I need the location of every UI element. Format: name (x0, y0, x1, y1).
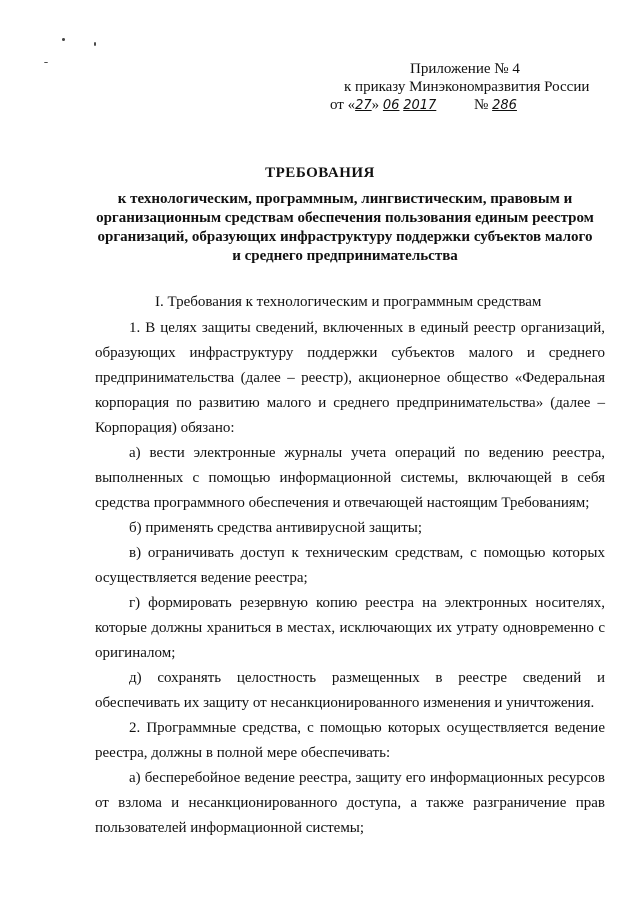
order-day: 27 (355, 98, 372, 113)
document-body (95, 290, 605, 841)
scan-speck (44, 62, 48, 63)
paragraph-1b: б) применять средства антивирусной защиты; (129, 520, 423, 536)
paragraph-1a: а) вести электронные журналы учета операций по ведению реестра, выполненных с помощью информационной системы, включающей в себя средства программного обеспечения и отвечающей настоящим Требованиям; (95, 445, 605, 511)
document-subtitle: к технологическим, программным, лингвистическим, правовым и организационным средствам обеспечения пользования единым реестром организаций, образующих инфраструктуру поддержки субъектов малого и среднего предпринимательства (96, 191, 594, 264)
scan-speck (62, 38, 65, 41)
order-reference: к приказу Минэкономразвития России (344, 79, 590, 95)
appendix-block (330, 60, 630, 115)
date-quote-close: » (371, 97, 380, 113)
order-month: 06 (382, 98, 400, 113)
order-year: 2017 (403, 98, 437, 113)
appendix-number: Приложение № 4 (410, 61, 520, 77)
order-date-line (330, 96, 630, 115)
paragraph-1d: г) формировать резервную копию реестра на электронных носителях, которые должны храниться в местах, исключающих их утрату одновременно с оригиналом; (95, 595, 605, 661)
number-label: № (474, 97, 489, 113)
paragraph-1: 1. В целях защиты сведений, включенных в единый реестр организаций, образующих инфраструктуру поддержки субъектов малого и среднего предпринимательства (далее – реестр), акционерное общество «Федеральная корпорация по развитию малого и среднего предпринимательства» (далее – Корпорация) обязано: (95, 320, 605, 436)
date-prefix: от « (330, 97, 356, 113)
order-number: 286 (492, 98, 517, 113)
document-title: ТРЕБОВАНИЯ (265, 165, 375, 181)
paragraph-1e: д) сохранять целостность размещенных в реестре сведений и обеспечивать их защиту от несанкционированного изменения и уничтожения. (95, 670, 605, 711)
paragraph-2: 2. Программные средства, с помощью которых осуществляется ведение реестра, должны в полной мере обеспечивать: (95, 720, 605, 761)
section-heading: I. Требования к технологическим и программным средствам (155, 294, 542, 310)
paragraph-2a: а) бесперебойное ведение реестра, защиту его информационных ресурсов от взлома и несанкционированного доступа, а также разграничение прав пользователей информационной системы; (95, 770, 605, 836)
paragraph-1c: в) ограничивать доступ к техническим средствам, с помощью которых осуществляется ведение реестра; (95, 545, 605, 586)
scan-speck (94, 42, 96, 46)
